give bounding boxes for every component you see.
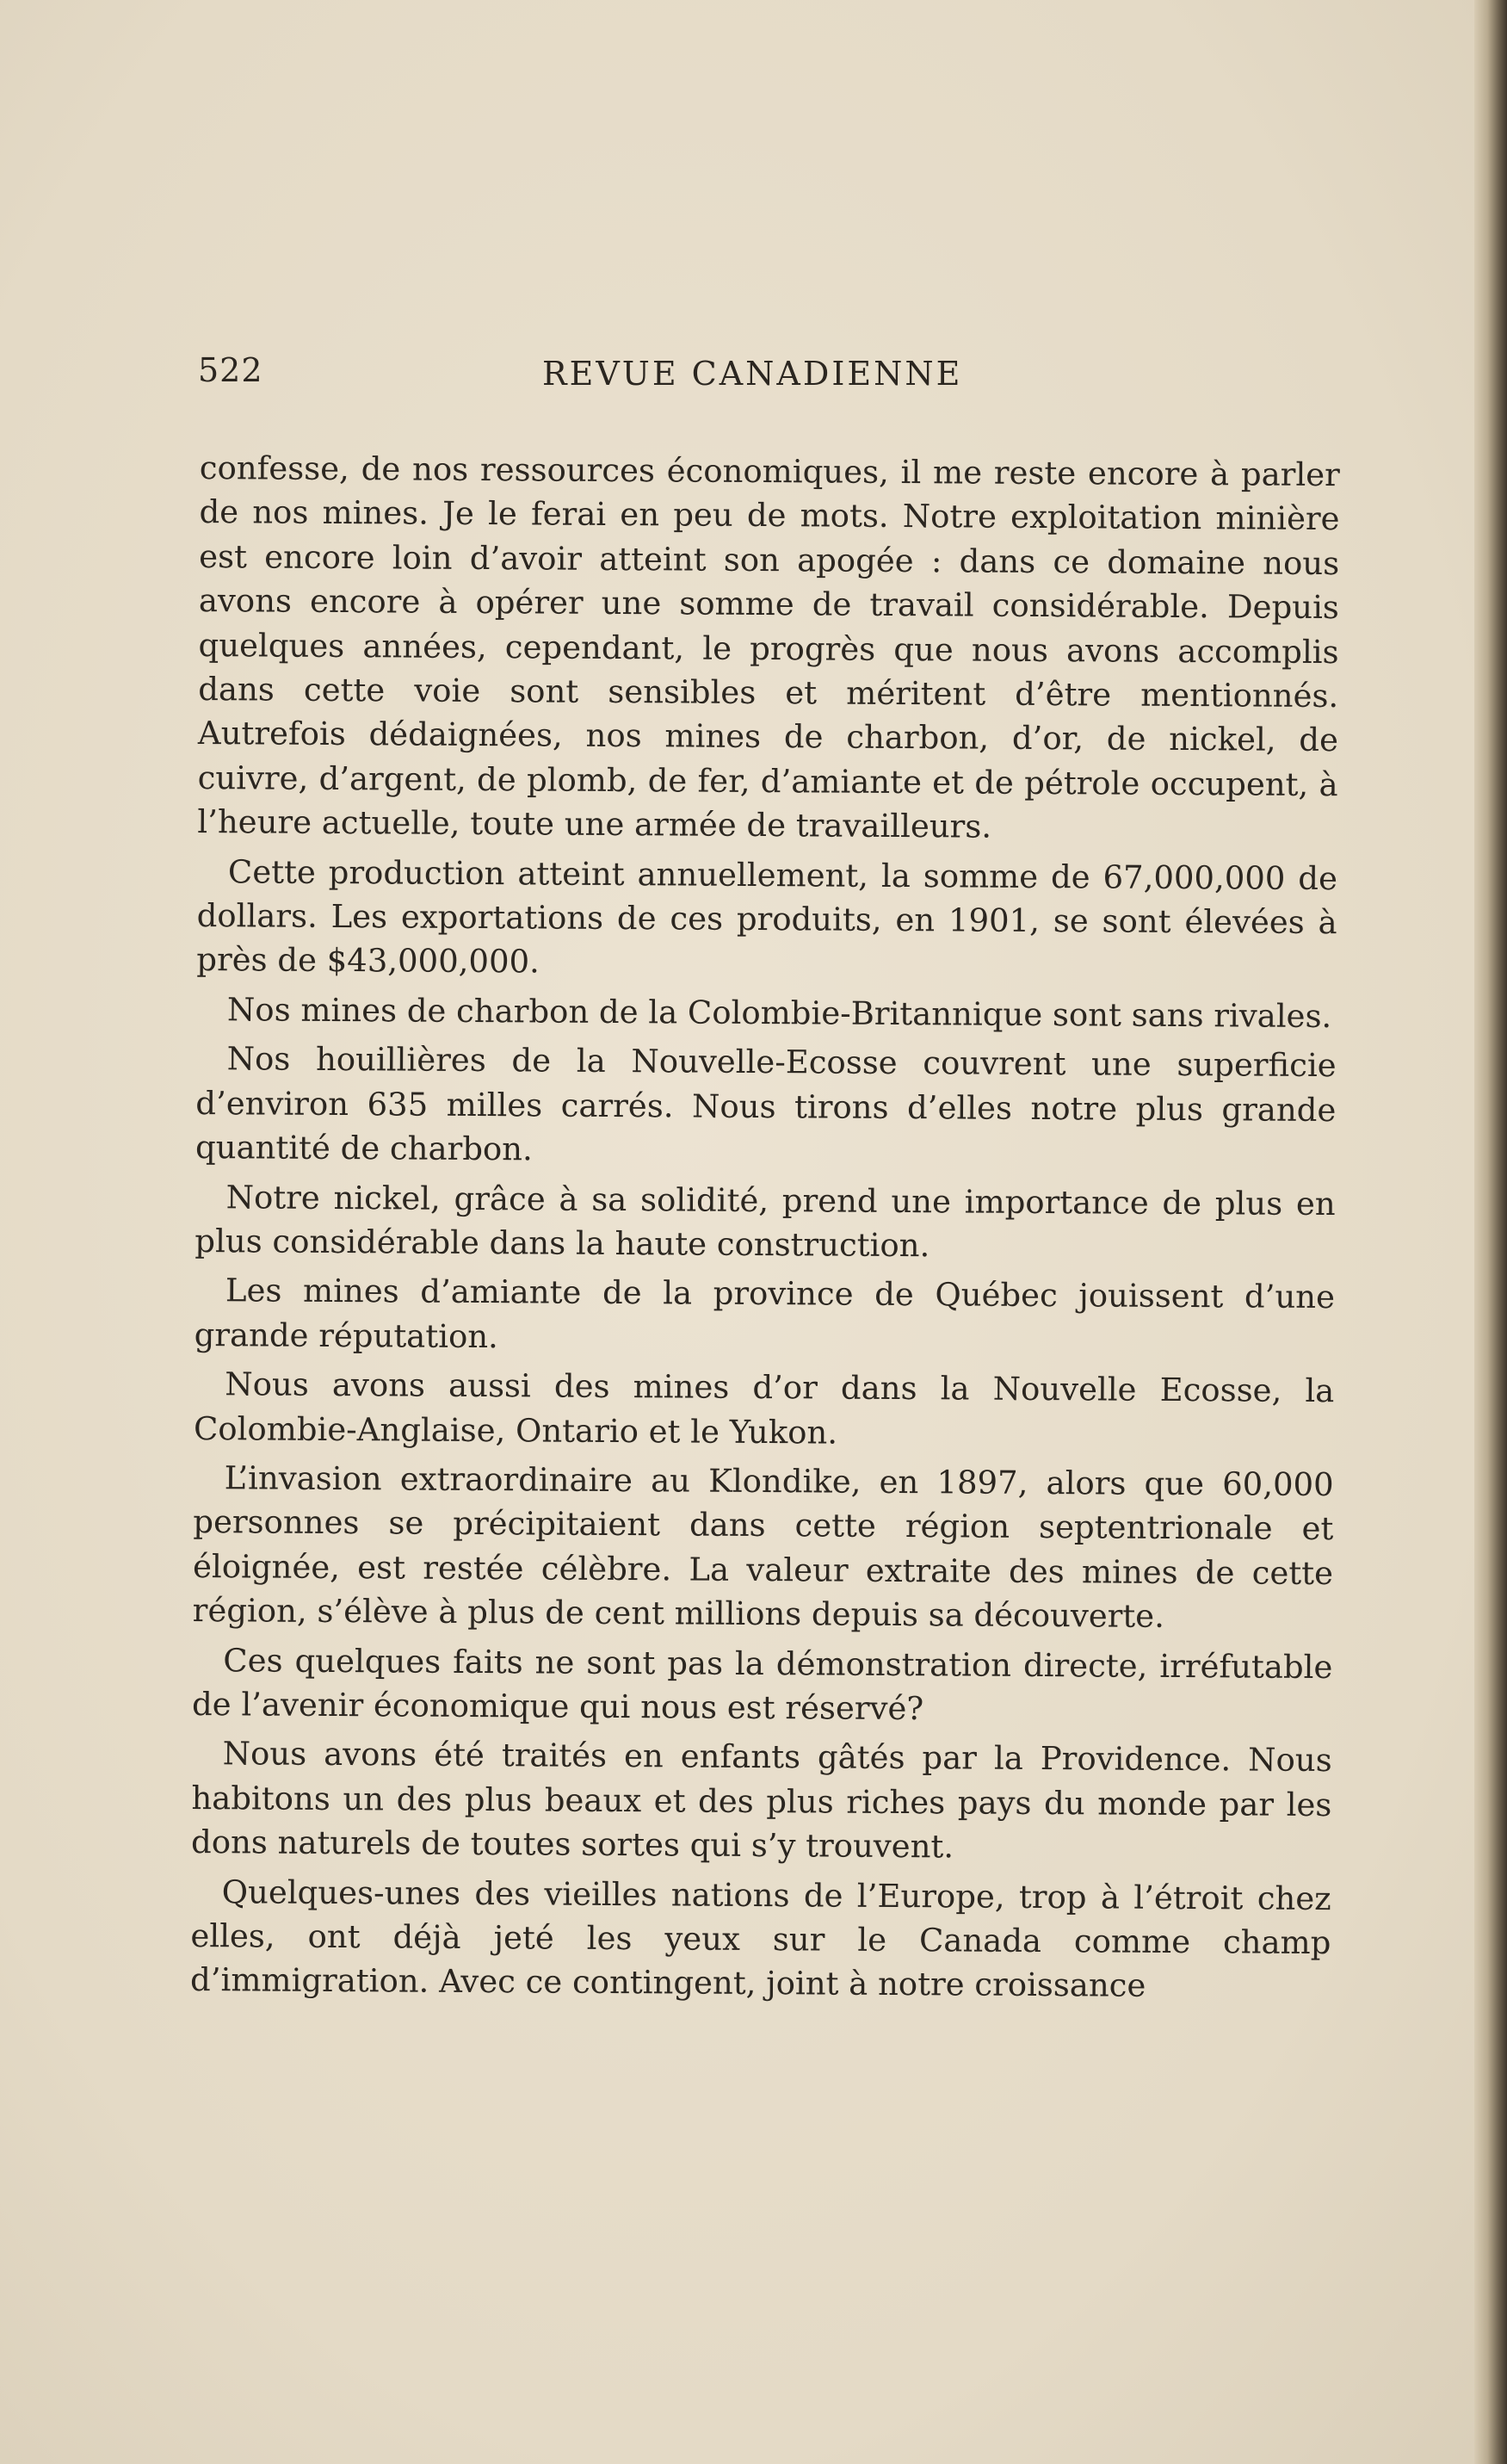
- paragraph: Les mines d’amiante de la province de Québec jouissent d’une grande réputation.: [194, 1272, 1336, 1355]
- paragraph: Notre nickel, grâce à sa solidité, prend une importance de plus en plus considérable dans la haute construction.: [195, 1178, 1336, 1265]
- paragraph: confesse, de nos ressources économiques, il me reste encore à parler de nos mines. Je le ferai en peu de mots. Notre exploitation minière est encore loin d’avoir atteint son apogée : dans ce domaine nous avons encore à opérer une somme de travail considérable. Depuis quelques années, cependant, le progrès que nous avons accomplis dans cette voie sont sensibles et méritent d’être mentionnés. Autrefois dédaignées, nos mines de charbon, d’or, de nickel, de cuivre, d’argent, de plomb, de fer, d’amiante et de pétrole occupent, à l’heure actuelle, toute une armée de travailleurs.: [197, 449, 1340, 845]
- paragraph: Nos houillières de la Nouvelle-Ecosse couvrent une superficie d’environ 635 milles carrés. Nous tirons d’elles notre plus grande quantité de charbon.: [195, 1040, 1337, 1168]
- page-number: 522: [198, 351, 263, 389]
- paragraph: Ces quelques faits ne sont pas la démonstration directe, irréfutable de l’avenir économique qui nous est réservé?: [191, 1641, 1333, 1728]
- book-spine-shadow: [1474, 0, 1507, 2464]
- paragraph: Nos mines de charbon de la Colombie-Britannique sont sans rivales.: [226, 991, 1332, 1035]
- paragraph: Quelques-unes des vieilles nations de l’Europe, trop à l’étroit chez elles, ont déjà jeté les yeux sur le Canada comme champ d’immigration. Avec ce contingent, joint à notre croissance: [189, 1873, 1331, 2005]
- page-header: [198, 351, 1007, 403]
- paragraph: Nous avons été traités en enfants gâtés par la Providence. Nous habitons un des plus beaux et des plus riches pays du monde par les dons naturels de toutes sortes qui s’y trouvent.: [190, 1735, 1332, 1866]
- paragraph: L’invasion extraordinaire au Klondike, en 1897, alors que 60,000 personnes se précipitaient dans cette région septentrionale et éloignée, est restée célèbre. La valeur extraite des mines de cette région, s’élève à plus de cent millions depuis sa découverte.: [192, 1459, 1334, 1636]
- paragraph: Nous avons aussi des mines d’or dans la Nouvelle Ecosse, la Colombie-Anglaise, Ontario et le Yukon.: [193, 1365, 1335, 1452]
- article-body: [190, 446, 1340, 2009]
- running-head: REVUE CANADIENNE: [542, 355, 963, 393]
- paragraph: Cette production atteint annuellement, la somme de 67,000,000 de dollars. Les exportations de ces produits, en 1901, se sont élevées à près de $43,000,000.: [196, 852, 1338, 981]
